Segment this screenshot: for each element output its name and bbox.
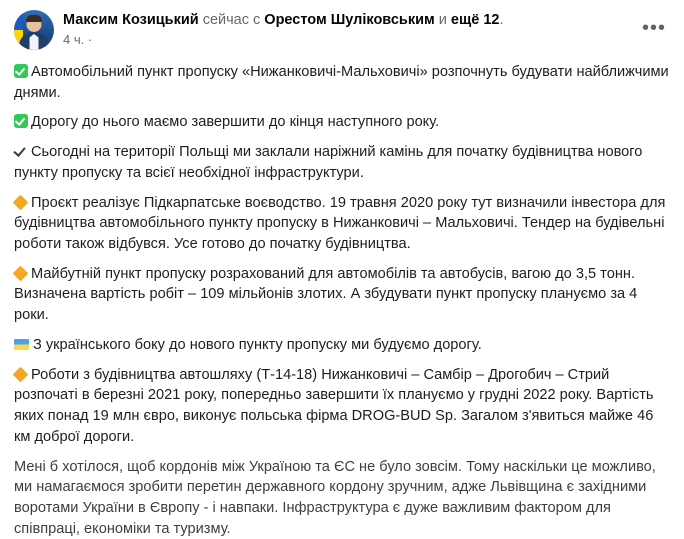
orange-diamond-emoji-icon (13, 366, 29, 382)
green-check-emoji-icon (14, 114, 28, 128)
paragraph-text: Мені б хотілося, щоб кордонів між Україною та ЄС не було зовсім. Тому наскільки це можливо, ми намагаємося зробити перетин державного кордону зручним, адже Львівщина є західними воротами України в Європу - і навпаки. Інфраструктура є дуже важливим фактором для співпраці, економіки та туризму. (14, 459, 656, 537)
orange-diamond-emoji-icon (13, 194, 29, 210)
post-header-text (63, 10, 503, 48)
ukraine-flag-emoji-icon (14, 339, 29, 350)
paragraph-text: З українського боку до нового пункту пропуску ми будуємо дорогу. (33, 337, 482, 353)
post-paragraph (14, 193, 670, 255)
post-paragraph (14, 112, 670, 133)
post-timestamp[interactable]: 4 ч. (63, 32, 84, 47)
post-paragraph (14, 457, 670, 539)
paragraph-text: Дорогу до нього маємо завершити до кінця наступного року. (31, 114, 439, 130)
paragraph-text: Проєкт реалізує Підкарпатське воєводство. 19 травня 2020 року тут визначили інвестора для будівництва автомобільного пункту пропуску в Нижанковичі – Мальховичі. Тендер на будівельні роботи також відбувся. Усе готово до початку будівництва. (14, 195, 665, 252)
post-header (14, 10, 670, 50)
post-meta (63, 32, 503, 49)
author-name[interactable]: Максим Козицький (63, 12, 199, 28)
post-byline (63, 11, 503, 30)
post-paragraph (14, 264, 670, 326)
green-check-emoji-icon (14, 64, 28, 78)
byline-period: . (499, 12, 503, 28)
tagged-person[interactable]: Орестом Шуліковським (264, 12, 434, 28)
more-tagged-link[interactable]: ещё 12 (451, 12, 500, 28)
post-options-menu-icon[interactable]: ••• (638, 16, 670, 40)
post-paragraph (14, 142, 670, 183)
post-paragraph (14, 62, 670, 103)
avatar[interactable] (14, 10, 54, 50)
orange-diamond-emoji-icon (13, 265, 29, 281)
post-paragraph (14, 335, 670, 356)
check-mark-emoji-icon (14, 144, 28, 158)
meta-separator: · (88, 32, 92, 47)
tagged-suffix: и (439, 12, 447, 28)
post-paragraph (14, 365, 670, 448)
activity-prefix: сейчас с (203, 12, 261, 28)
paragraph-text: Сьогодні на території Польщі ми заклали наріжний камінь для початку будівництва нового пункту пропуску та всієї необхідної інфраструктури. (14, 144, 642, 181)
paragraph-text: Майбутній пункт пропуску розрахований для автомобілів та автобусів, вагою до 3,5 тонн. Визначена вартість робіт – 109 мільйонів злотих. А збудувати пункт пропуску плануємо за 4 роки. (14, 266, 637, 323)
paragraph-text: Роботи з будівництва автошляху (Т-14-18) Нижанковичі – Самбір – Дрогобич – Стрий розпочаті в березні 2021 року, попередньо завершити їх плануємо у грудні 2022 року. Вартість яких понад 19 млн євро, виконує польська фірма DROG-BUD Sp. Загалом з'явиться майже 46 км доброї дороги. (14, 367, 654, 445)
avatar-hair-shape (26, 15, 42, 22)
paragraph-text: Автомобільний пункт пропуску «Нижанковичі-Мальховичі» розпочнуть будувати найближчими днями. (14, 64, 669, 101)
post-body (14, 62, 670, 539)
